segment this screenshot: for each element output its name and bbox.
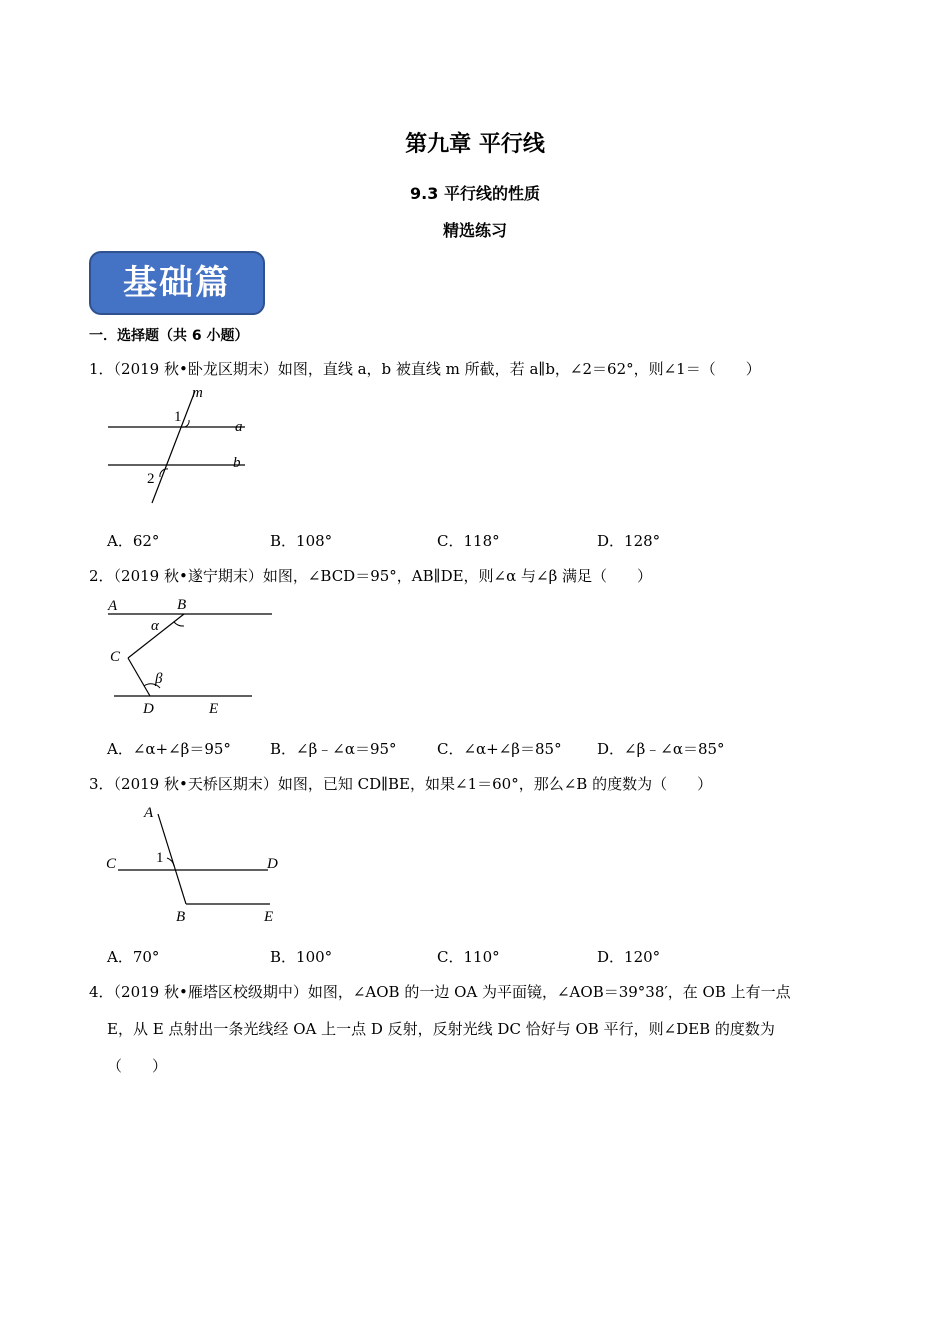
- label-A: A: [144, 805, 154, 821]
- q3-option-c[interactable]: C．110°: [437, 948, 500, 966]
- label-alpha: α: [151, 618, 159, 634]
- question-1-figure: [100, 385, 260, 510]
- label-a: a: [235, 419, 243, 435]
- part-title: 一．选择题（共 6 小题）: [89, 328, 249, 344]
- question-4-stem-line-3: （ ）: [107, 1057, 168, 1075]
- section-title: 9.3 平行线的性质: [410, 184, 540, 203]
- question-3-stem: 3．（2019 秋•天桥区期末）如图，已知 CD∥BE，如果∠1＝60°，那么∠B 的度数为（ ）: [89, 775, 713, 793]
- label-B: B: [177, 597, 187, 613]
- label-C: C: [106, 856, 117, 872]
- q3-option-a[interactable]: A．70°: [107, 948, 160, 966]
- label-1: 1: [174, 409, 182, 425]
- subtitle: 精选练习: [442, 221, 507, 240]
- label-D: D: [143, 701, 154, 717]
- level-badge: 基础篇: [89, 251, 265, 315]
- q1-option-c[interactable]: C．118°: [437, 532, 500, 550]
- question-2-figure: [100, 592, 280, 722]
- label-D: D: [267, 856, 278, 872]
- q1-option-a[interactable]: A．62°: [107, 532, 160, 550]
- label-beta: β: [155, 671, 163, 687]
- q1-option-d[interactable]: D．128°: [597, 532, 661, 550]
- label-C: C: [110, 649, 121, 665]
- chapter-title: 第九章 平行线: [405, 132, 545, 157]
- label-B: B: [176, 909, 186, 925]
- label-1: 1: [156, 850, 164, 866]
- label-2: 2: [147, 471, 155, 487]
- label-E: E: [264, 909, 274, 925]
- q3-option-b[interactable]: B．100°: [270, 948, 333, 966]
- label-b: b: [233, 455, 241, 471]
- label-A: A: [108, 598, 118, 614]
- label-m: m: [192, 385, 203, 401]
- label-E: E: [209, 701, 219, 717]
- q2-option-b[interactable]: B．∠β﹣∠α＝95°: [270, 740, 397, 758]
- q1-option-b[interactable]: B．108°: [270, 532, 333, 550]
- question-1-stem: 1．（2019 秋•卧龙区期末）如图，直线 a，b 被直线 m 所截，若 a∥b，∠2＝62°，则∠1＝（ ）: [89, 360, 761, 378]
- q2-option-c[interactable]: C．∠α+∠β＝85°: [437, 740, 562, 758]
- question-4-stem-line-1: 4．（2019 秋•雁塔区校级期中）如图，∠AOB 的一边 OA 为平面镜，∠AOB＝39°38′，在 OB 上有一点: [89, 983, 791, 1001]
- q2-option-a[interactable]: A．∠α+∠β＝95°: [107, 740, 231, 758]
- q2-option-d[interactable]: D．∠β﹣∠α＝85°: [597, 740, 725, 758]
- question-4-stem-line-2: E，从 E 点射出一条光线经 OA 上一点 D 反射，反射光线 DC 恰好与 OB 平行，则∠DEB 的度数为: [107, 1020, 775, 1038]
- question-2-stem: 2．（2019 秋•遂宁期末）如图，∠BCD＝95°，AB∥DE，则∠α 与∠β 满足（ ）: [89, 567, 653, 585]
- question-3-figure: [100, 800, 290, 925]
- q3-option-d[interactable]: D．120°: [597, 948, 661, 966]
